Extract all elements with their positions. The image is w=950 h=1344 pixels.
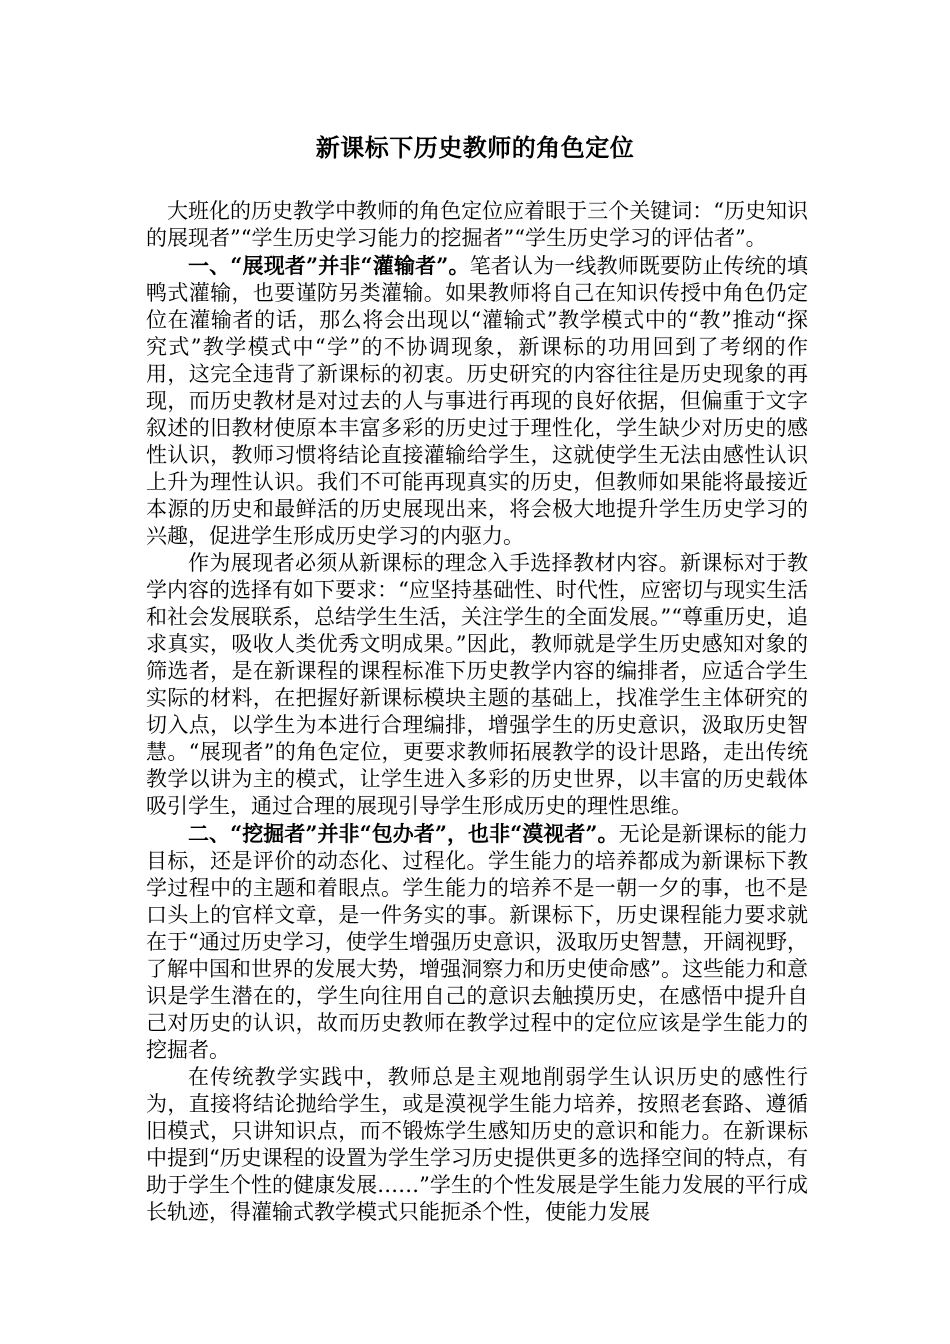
section-one-text: 笔者认为一线教师既要防止传统的填鸭式灌输，也要谨防另类灌输。如果教师将自己在知识传授中角色仍定位在灌输者的话，那么将会出现以“灌输式”教学模式中的“教”推动“探究式”教学模式中“学”的不协调现象，新课标的功用回到了考纲的作用，这完全违背了新课标的初衷。历史研究的内容往往是历史现象的再现，而历史教材是对过去的人与事进行再现的良好依据，但偏重于文字叙述的旧教材使原本丰富多彩的历史过于理性化，学生缺少对历史的感性认识，教师习惯将结论直接灌输给学生，这就使学生无法由感性认识上升为理性认识。我们不可能再现真实的历史，但教师如果能将最接近本源的历史和最鲜活的历史展现出来，将会极大地提升学生历史学习的兴趣，促进学生形成历史学习的内驱力。 (146, 254, 808, 548)
intro-paragraph: 大班化的历史教学中教师的角色定位应着眼于三个关键词：“历史知识的展现者”“学生历史学习能力的挖掘者”“学生历史学习的评估者”。 (146, 199, 808, 250)
section-one-paragraph (146, 252, 808, 550)
section-two-heading: 二、“挖掘者”并非“包办者”，也非“漠视者”。 (188, 821, 619, 846)
section-two-text: 无论是新课标的能力目标，还是评价的动态化、过程化。学生能力的培养都成为新课标下教学过程中的主题和着眼点。学生能力的培养不是一朝一夕的事，也不是口头上的官样文章，是一件务实的事。新课标下，历史课程能力要求就在于“通过历史学习，使学生增强历史意识，汲取历史智慧，开阔视野，了解中国和世界的发展大势，增强洞察力和历史使命感”。这些能力和意识是学生潜在的，学生向往用自己的意识去触摸历史，在感悟中提升自己对历史的认识，故而历史教师在教学过程中的定位应该是学生能力的挖掘者。 (146, 822, 808, 1062)
section-two-paragraph (146, 820, 808, 1064)
paragraph-traditional-teaching: 在传统教学实践中，教师总是主观地削弱学生认识历史的感性行为，直接将结论抛给学生，或是漠视学生能力培养，按照老套路、遵循旧模式，只讲知识点，而不锻炼学生感知历史的意识和能力。在新课标中提到“历史课程的设置为学生学习历史提供更多的选择空间的特点，有助于学生个性的健康发展……”学生的个性发展是学生能力发展的平行成长轨迹，得灌输式教学模式只能扼杀个性，使能力发展 (146, 1065, 808, 1224)
document-body (146, 198, 808, 1226)
paragraph-presenter: 作为展现者必须从新课标的理念入手选择教材内容。新课标对于教学内容的选择有如下要求：“应坚持基础性、时代性，应密切与现实生活和社会发展联系，总结学生生活，关注学生的全面发展。”“尊重历史，追求真实，吸收人类优秀文明成果。”因此，教师就是学生历史感知对象的筛选者，是在新课程的课程标准下历史教学内容的编排者，应适合学生实际的材料，在把握好新课标模块主题的基础上，找准学生主体研究的切入点，以学生为本进行合理编排，增强学生的历史意识，汲取历史智慧。“展现者”的角色定位，更要求教师拓展教学的设计思路，走出传统教学以讲为主的模式，让学生进入多彩的历史世界，以丰富的历史载体吸引学生，通过合理的展现引导学生形成历史的理性思维。 (146, 551, 808, 818)
section-one-heading: 一、“展现者”并非“灌输者”。 (188, 253, 470, 278)
page-title: 新课标下历史教师的角色定位 (315, 133, 635, 162)
